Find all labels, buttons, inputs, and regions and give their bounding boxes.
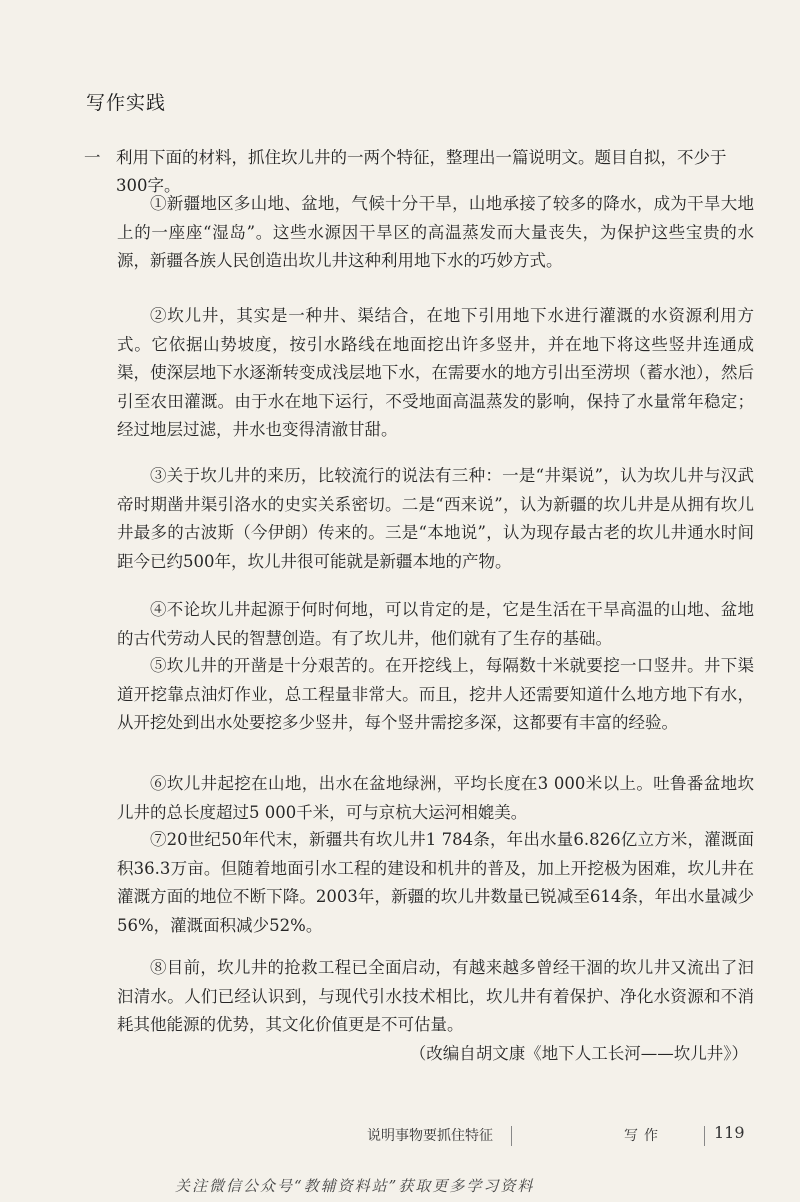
footer-divider xyxy=(511,1126,512,1146)
paragraph-1: ①新疆地区多山地、盆地，气候十分干旱，山地承接了较多的降水，成为干旱大地上的一座座“湿岛”。这些水源因干旱区的高温蒸发而大量丧失，为保护这些宝贵的水源，新疆各族人民创造出坎儿井这种利用地下水的巧妙方式。 xyxy=(117,194,754,270)
paragraph-5: ⑤坎儿井的开凿是十分艰苦的。在开挖线上，每隔数十米就要挖一口竖井。井下渠道开挖靠点油灯作业，总工程量非常大。而且，挖井人还需要知道什么地方地下有水，从开挖处到出水处要挖多少竖井，每个竖井需挖多深，这都要有丰富的经验。 xyxy=(117,656,754,732)
section-title: 写作实践 xyxy=(86,92,167,114)
watermark-text: 关注微信公众号“教辅资料站”获取更多学习资料 xyxy=(175,1177,535,1195)
task-prompt: 利用下面的材料，抓住坎儿井的一两个特征，整理出一篇说明文。题目自拟，不少于300字。 xyxy=(116,148,727,195)
task-number: 一 xyxy=(84,148,101,167)
paragraph-4: ④不论坎儿井起源于何时何地，可以肯定的是，它是生活在干旱高温的山地、盆地的古代劳动人民的智慧创造。有了坎儿井，他们就有了生存的基础。 xyxy=(117,600,754,648)
paragraph-6: ⑥坎儿井起挖在山地，出水在盆地绿洲，平均长度在3 000米以上。吐鲁番盆地坎儿井的总长度超过5 000千米，可与京杭大运河相媲美。 xyxy=(117,774,754,822)
paragraph-7: ⑦20世纪50年代末，新疆共有坎儿井1 784条，年出水量6.826亿立方米，灌溉面积36.3万亩。但随着地面引水工程的建设和机井的普及，加上开挖极为困难，坎儿井在灌溉方面的地位不断下降。2003年，新疆的坎儿井数量已锐减至614条，年出水量减少56%，灌溉面积减少52%。 xyxy=(117,830,754,935)
footer-divider xyxy=(704,1126,705,1146)
source-attribution: （改编自胡文康《地下人工长河——坎儿井》） xyxy=(409,1044,748,1063)
paragraph-3: ③关于坎儿井的来历，比较流行的说法有三种：一是“井渠说”，认为坎儿井与汉武帝时期凿井渠引洛水的史实关系密切。二是“西来说”，认为新疆的坎儿井是从拥有坎儿井最多的古波斯（今伊朗）传来的。三是“本地说”，认为现存最古老的坎儿井通水时间距今已约500年，坎儿井很可能就是新疆本地的产物。 xyxy=(117,466,754,571)
page-number: 119 xyxy=(714,1123,745,1142)
paragraph-8: ⑧目前，坎儿井的抢救工程已全面启动，有越来越多曾经干涸的坎儿井又流出了汩汩清水。人们已经认识到，与现代引水技术相比，坎儿井有着保护、净化水资源和不消耗其他能源的优势，其文化价值更是不可估量。 xyxy=(117,958,754,1034)
paragraph-2: ②坎儿井，其实是一种井、渠结合，在地下引用地下水进行灌溉的水资源利用方式。它依据山势坡度，按引水路线在地面挖出许多竖井，并在地下将这些竖井连通成渠，使深层地下水逐渐转变成浅层地下水，在需要水的地方引出至涝坝（蓄水池），然后引至农田灌溉。由于水在地下运行，不受地面高温蒸发的影响，保持了水量常年稳定；经过地层过滤，井水也变得清澈甘甜。 xyxy=(117,306,754,439)
footer-chapter-title: 说明事物要抓住特征 xyxy=(367,1128,493,1144)
footer-section-name: 写作 xyxy=(624,1128,664,1144)
